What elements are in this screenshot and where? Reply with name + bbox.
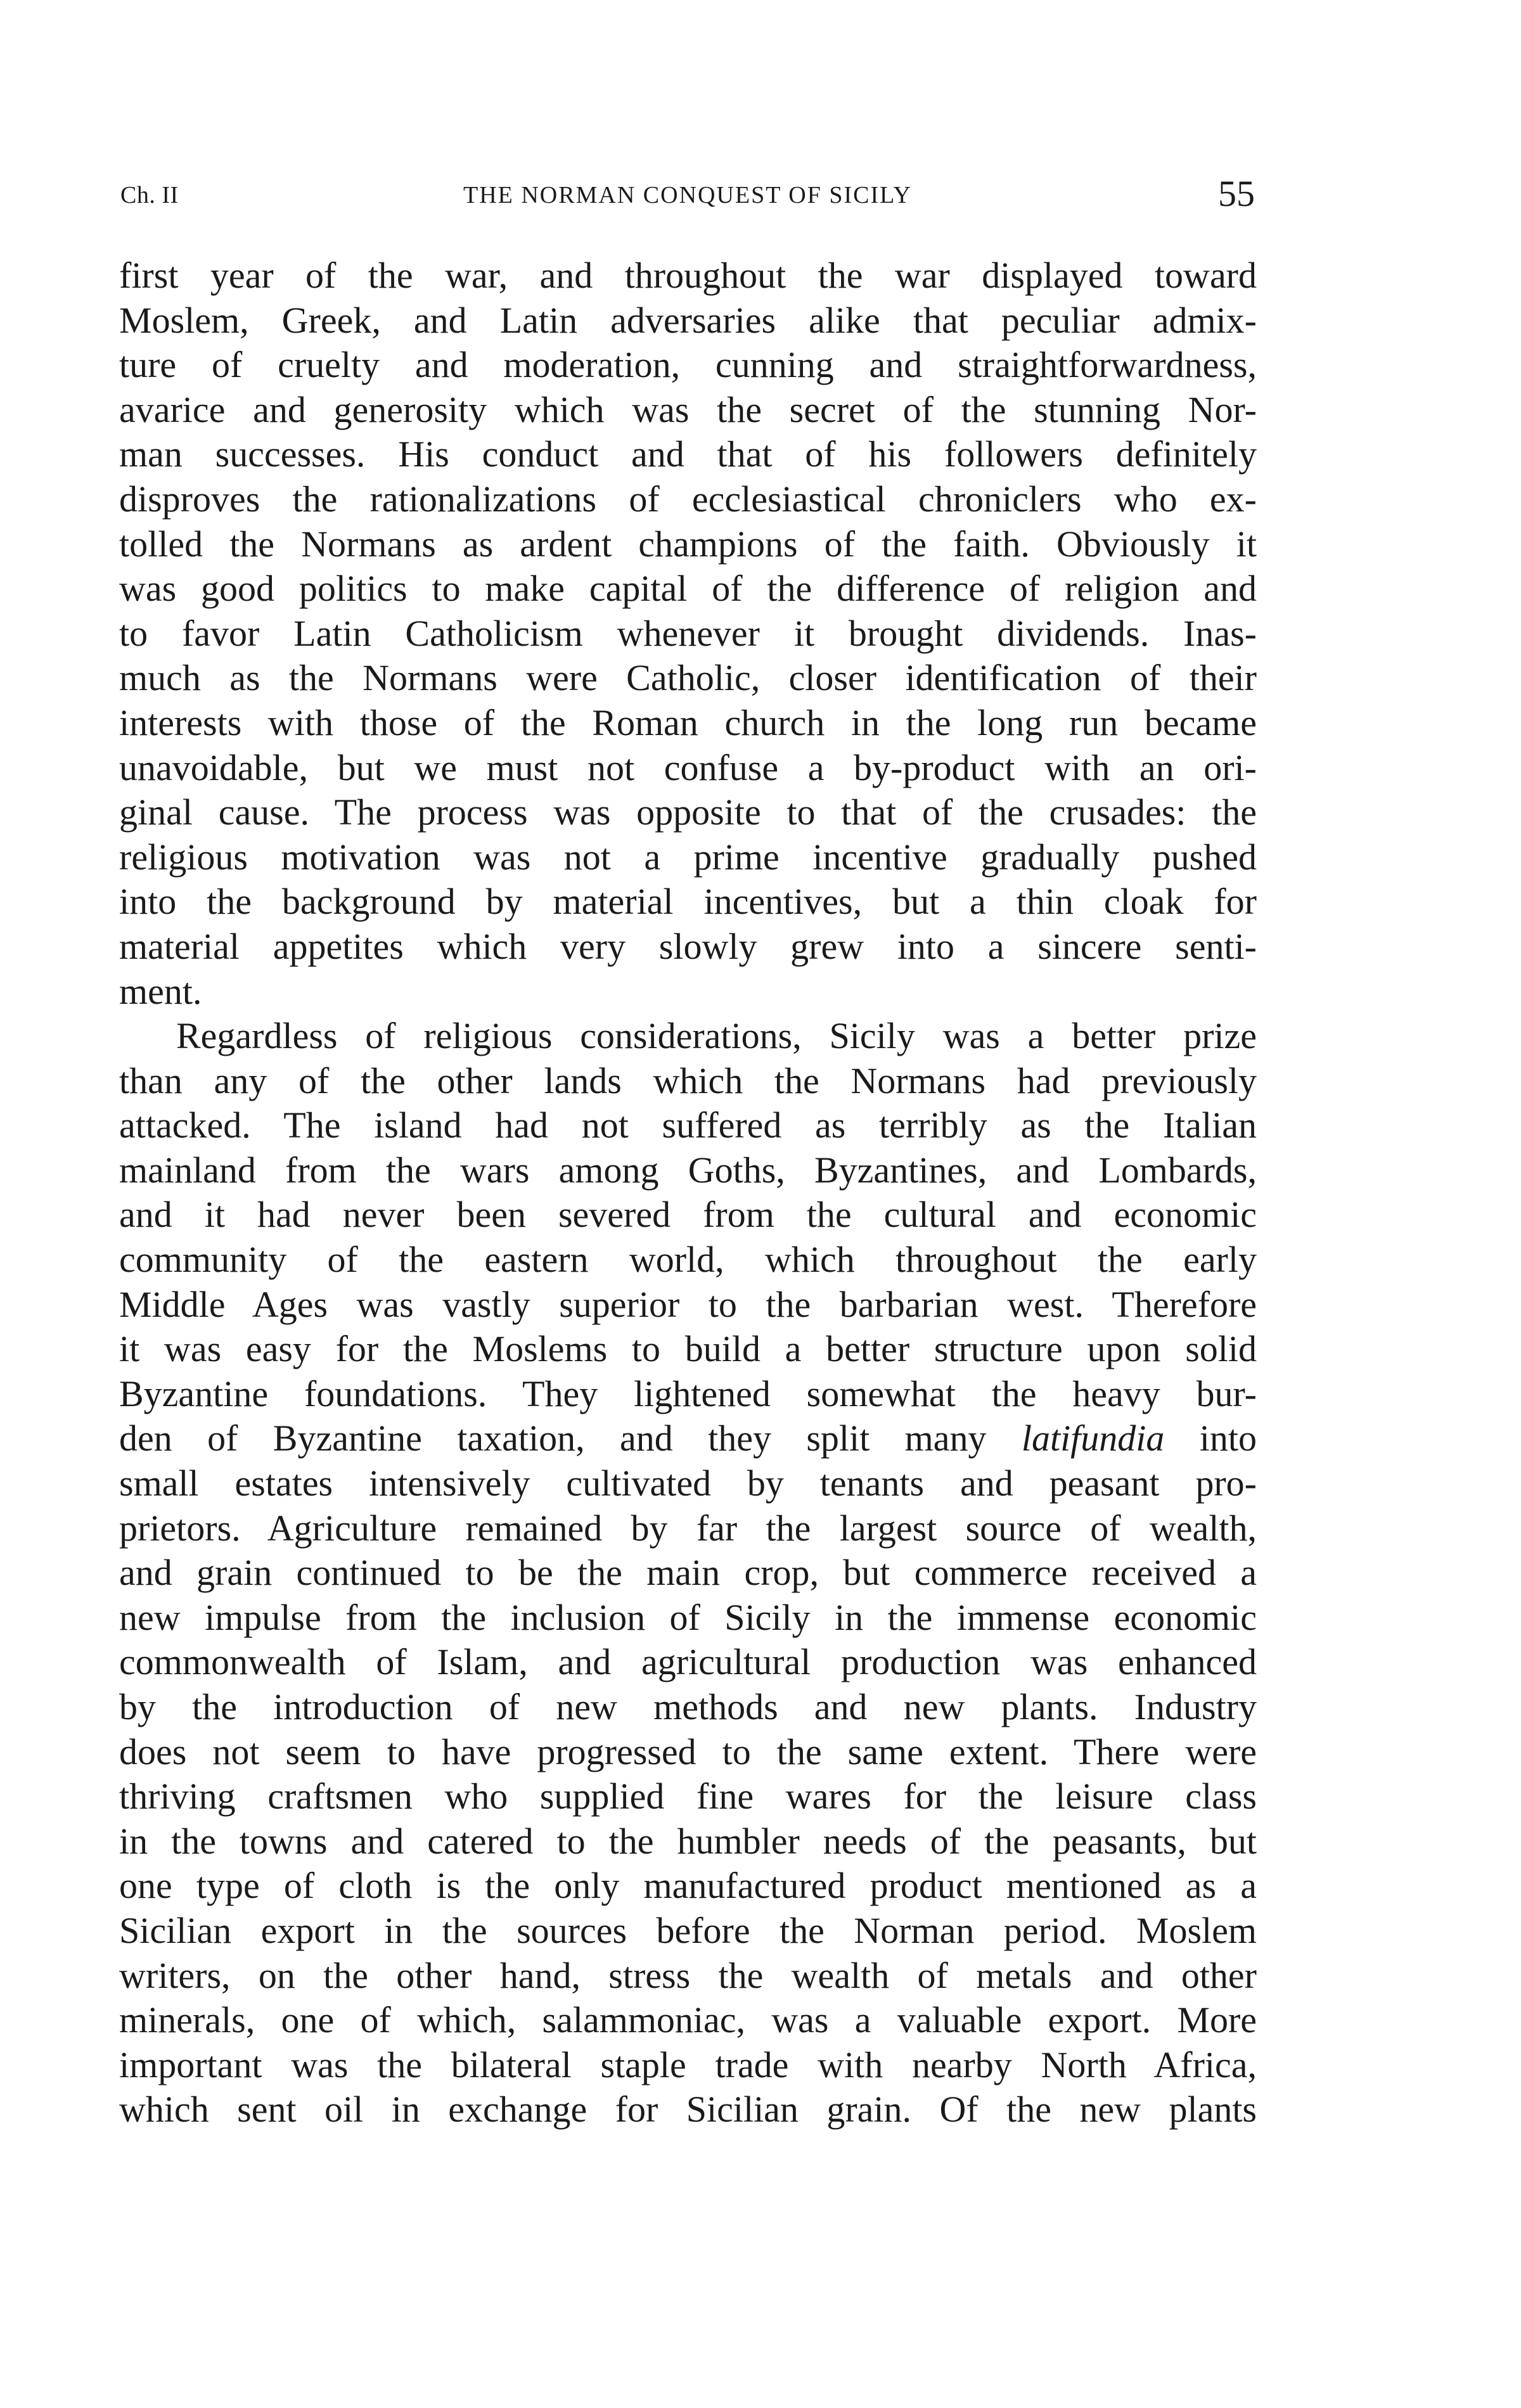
text-line: it was easy for the Moslems to build a better structure upon solid (119, 1328, 1257, 1370)
text-line: thriving craftsmen who supplied fine wares for the leisure class (119, 1776, 1257, 1817)
text-line: disproves the rationalizations of ecclesiastical chroniclers who ex- (119, 478, 1257, 520)
text-line: ture of cruelty and moderation, cunning and straightforwardness, (119, 344, 1257, 386)
text-segment: into (1199, 1418, 1257, 1459)
text-line: and grain continued to be the main crop, but commerce received a (119, 1552, 1257, 1594)
italic-term: latifundia (1021, 1418, 1165, 1459)
text-line: material appetites which very slowly grew into a sincere senti- (119, 925, 1257, 967)
text-line: man successes. His conduct and that of his followers definitely (119, 433, 1257, 475)
chapter-label: Ch. II (120, 182, 179, 208)
text-line: than any of the other lands which the Normans had previously (119, 1060, 1257, 1101)
text-line: interests with those of the Roman church in the long run became (119, 701, 1257, 743)
text-line: Sicilian export in the sources before the Norman period. Moslem (119, 1909, 1257, 1951)
text-line: by the introduction of new methods and new plants. Industry (119, 1686, 1257, 1727)
text-line: to favor Latin Catholicism whenever it brought dividends. Inas- (119, 612, 1257, 654)
text-line: much as the Normans were Catholic, closer identification of their (119, 657, 1257, 699)
text-line: attacked. The island had not suffered as terribly as the Italian (119, 1105, 1257, 1146)
text-line: does not seem to have progressed to the same extent. There were (119, 1731, 1257, 1772)
page-number: 55 (1218, 173, 1255, 214)
running-head (120, 172, 1255, 223)
text-line-with-italic (119, 1416, 1257, 1461)
text-line: into the background by material incentives, but a thin cloak for (119, 881, 1257, 923)
paragraph-start-line: Regardless of religious considerations, Sicily was a better prize (176, 1015, 1257, 1057)
running-title: THE NORMAN CONQUEST OF SICILY (463, 182, 912, 208)
text-line: one type of cloth is the only manufactured product mentioned as a (119, 1865, 1257, 1907)
text-line: important was the bilateral staple trade with nearby North Africa, (119, 2044, 1257, 2085)
text-line: minerals, one of which, salammoniac, was a valuable export. More (119, 1999, 1257, 2041)
text-line: new impulse from the inclusion of Sicily in the immense economic (119, 1596, 1257, 1638)
text-line: Moslem, Greek, and Latin adversaries alike that peculiar admix- (119, 299, 1257, 341)
text-line: and it had never been severed from the cultural and economic (119, 1194, 1257, 1236)
body-text (119, 253, 1257, 2132)
text-line: mainland from the wars among Goths, Byzantines, and Lombards, (119, 1149, 1257, 1191)
text-line: in the towns and catered to the humbler needs of the peasants, but (119, 1820, 1257, 1862)
text-line: ginal cause. The process was opposite to that of the crusades: the (119, 791, 1257, 833)
text-line: first year of the war, and throughout the war displayed toward (119, 255, 1257, 296)
text-line: religious motivation was not a prime incentive gradually pushed (119, 836, 1257, 878)
text-segment: den of Byzantine taxation, and they split many (119, 1418, 987, 1459)
text-line: ment. (119, 970, 202, 1012)
text-line: small estates intensively cultivated by tenants and peasant pro- (119, 1463, 1257, 1504)
text-line: was good politics to make capital of the difference of religion and (119, 568, 1257, 610)
text-line: which sent oil in exchange for Sicilian grain. Of the new plants (119, 2089, 1257, 2130)
text-line: commonwealth of Islam, and agricultural production was enhanced (119, 1641, 1257, 1683)
text-line: community of the eastern world, which throughout the early (119, 1239, 1257, 1281)
text-line: writers, on the other hand, stress the wealth of metals and other (119, 1954, 1257, 1996)
text-line: Byzantine foundations. They lightened somewhat the heavy bur- (119, 1373, 1257, 1414)
text-line: Middle Ages was vastly superior to the barbarian west. Therefore (119, 1283, 1257, 1325)
text-line: tolled the Normans as ardent champions of the faith. Obviously it (119, 523, 1257, 565)
text-line: prietors. Agriculture remained by far the largest source of wealth, (119, 1507, 1257, 1549)
text-line: unavoidable, but we must not confuse a by-product with an ori- (119, 746, 1257, 788)
text-line: avarice and generosity which was the secret of the stunning Nor- (119, 388, 1257, 430)
